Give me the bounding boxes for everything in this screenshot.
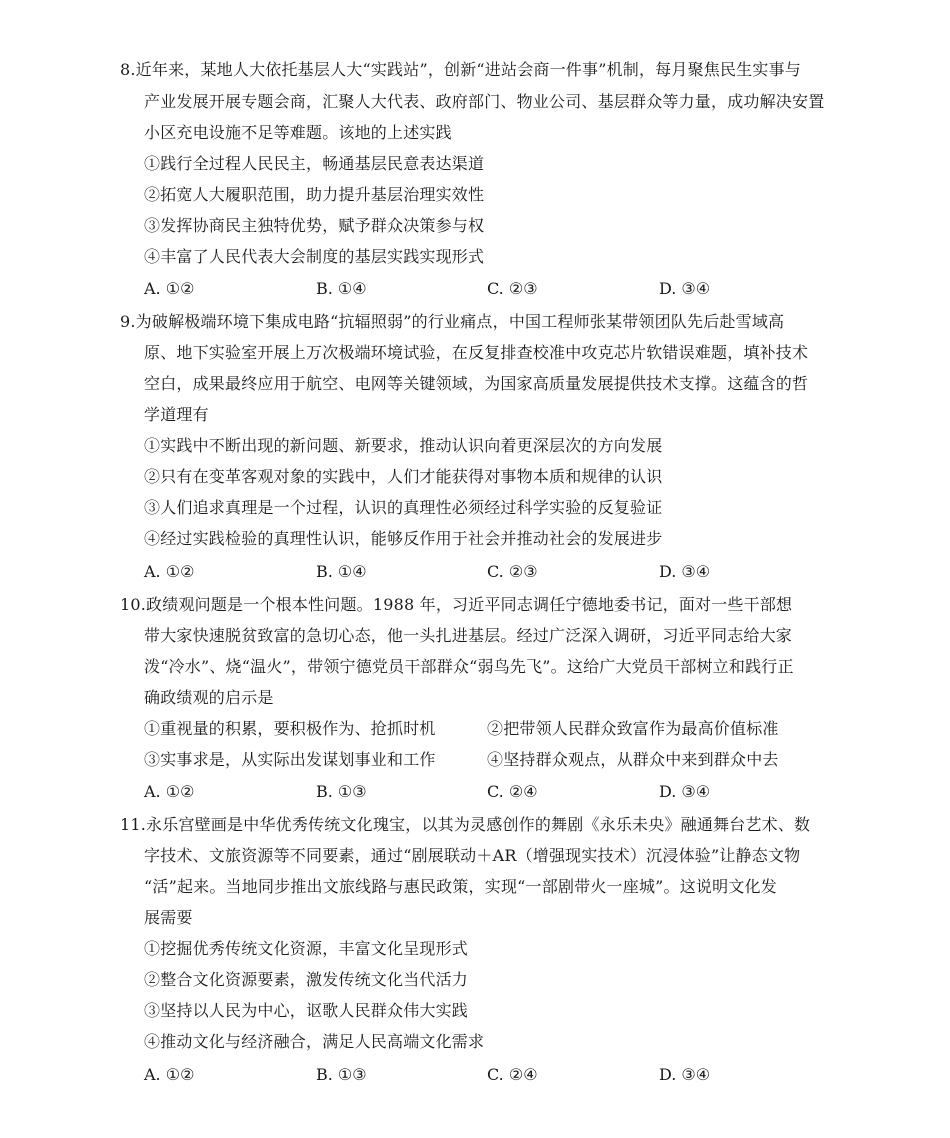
question-10-option-d: D. ③④: [659, 782, 711, 801]
question-8-statement-3: ③发挥协商民主独特优势，赋予群众决策参与权: [144, 216, 485, 235]
question-9-option-c: C. ②③: [487, 562, 538, 581]
question-10-line-2: 带大家快速脱贫致富的急切心态，他一头扎进基层。经过广泛深入调研，习近平同志给大家: [144, 626, 793, 645]
question-8-statement-4: ④丰富了人民代表大会制度的基层实践实现形式: [144, 247, 485, 266]
question-9-option-a: A. ①②: [144, 562, 195, 581]
question-11-statement-1: ①挖掘优秀传统文化资源，丰富文化呈现形式: [144, 939, 469, 958]
question-8-option-a: A. ①②: [144, 279, 195, 298]
question-9-line-1: 9.为破解极端环境下集成电路“抗辐照弱”的行业痛点，中国工程师张某带领团队先后赴雪域高: [120, 312, 785, 331]
question-11-statement-4: ④推动文化与经济融合，满足人民高端文化需求: [144, 1032, 485, 1051]
question-10-option-a: A. ①②: [144, 782, 195, 801]
question-11-line-3: “活”起来。当地同步推出文旅线路与惠民政策，实现“一部剧带火一座城”。这说明文化发: [144, 877, 777, 896]
question-11-option-d: D. ③④: [659, 1065, 711, 1084]
question-10-option-c: C. ②④: [487, 782, 538, 801]
question-8-option-c: C. ②③: [487, 279, 538, 298]
question-8-statement-1: ①践行全过程人民民主，畅通基层民意表达渠道: [144, 154, 485, 173]
question-8-line-3: 小区充电设施不足等难题。该地的上述实践: [144, 123, 452, 142]
question-10-statement-4: ④坚持群众观点，从群众中来到群众中去: [487, 750, 779, 769]
question-9-option-b: B. ①④: [316, 562, 367, 581]
question-11-statement-2: ②整合文化资源要素，激发传统文化当代活力: [144, 970, 469, 989]
question-10-statement-2: ②把带领人民群众致富作为最高价值标准: [487, 719, 779, 738]
question-9-line-2: 原、地下实验室开展上万次极端环境试验，在反复排查校准中攻克芯片软错误难题，填补技术: [144, 343, 809, 362]
question-9-statement-1: ①实践中不断出现的新问题、新要求，推动认识向着更深层次的方向发展: [144, 436, 663, 455]
question-8-option-d: D. ③④: [659, 279, 711, 298]
question-9-statement-3: ③人们追求真理是一个过程，认识的真理性必须经过科学实验的反复验证: [144, 498, 663, 517]
question-10-line-3: 泼“冷水”、烧“温火”，带领宁德党员干部群众“弱鸟先飞”。这给广大党员干部树立和践行正: [144, 657, 794, 676]
question-8-statement-2: ②拓宽人大履职范围，助力提升基层治理实效性: [144, 185, 485, 204]
question-8-option-b: B. ①④: [316, 279, 367, 298]
question-11-line-1: 11.永乐宫壁画是中华优秀传统文化瑰宝，以其为灵感创作的舞剧《永乐未央》融通舞台艺术、数: [120, 815, 811, 834]
question-9-line-4: 学道理有: [144, 405, 209, 424]
question-10-statement-1: ①重视量的积累，要积极作为、抢抓时机: [144, 719, 436, 738]
question-8-line-2: 产业发展开展专题会商，汇聚人大代表、政府部门、物业公司、基层群众等力量，成功解决安置: [144, 92, 825, 111]
question-9-line-3: 空白，成果最终应用于航空、电网等关键领域，为国家高质量发展提供技术支撑。这蕴含的哲: [144, 374, 809, 393]
question-11-option-c: C. ②④: [487, 1065, 538, 1084]
question-9-option-d: D. ③④: [659, 562, 711, 581]
question-11-option-b: B. ①③: [316, 1065, 367, 1084]
question-11-option-a: A. ①②: [144, 1065, 195, 1084]
question-11-line-2: 字技术、文旅资源等不同要素，通过“剧展联动＋AR（增强现实技术）沉浸体验”让静态文物: [144, 846, 801, 865]
question-9-statement-4: ④经过实践检验的真理性认识，能够反作用于社会并推动社会的发展进步: [144, 529, 663, 548]
question-10-line-1: 10.政绩观问题是一个根本性问题。1988 年，习近平同志调任宁德地委书记，面对一些干部想: [120, 595, 793, 614]
question-9-statement-2: ②只有在变革客观对象的实践中，人们才能获得对事物本质和规律的认识: [144, 467, 663, 486]
question-10-statement-3: ③实事求是，从实际出发谋划事业和工作: [144, 750, 436, 769]
question-8-line-1: 8.近年来，某地人大依托基层人大“实践站”，创新“进站会商一件事”机制，每月聚焦民生实事与: [120, 60, 801, 79]
question-10-option-b: B. ①③: [316, 782, 367, 801]
question-11-statement-3: ③坚持以人民为中心，讴歌人民群众伟大实践: [144, 1001, 469, 1020]
question-10-line-4: 确政绩观的启示是: [144, 688, 274, 707]
question-11-line-4: 展需要: [144, 908, 193, 927]
